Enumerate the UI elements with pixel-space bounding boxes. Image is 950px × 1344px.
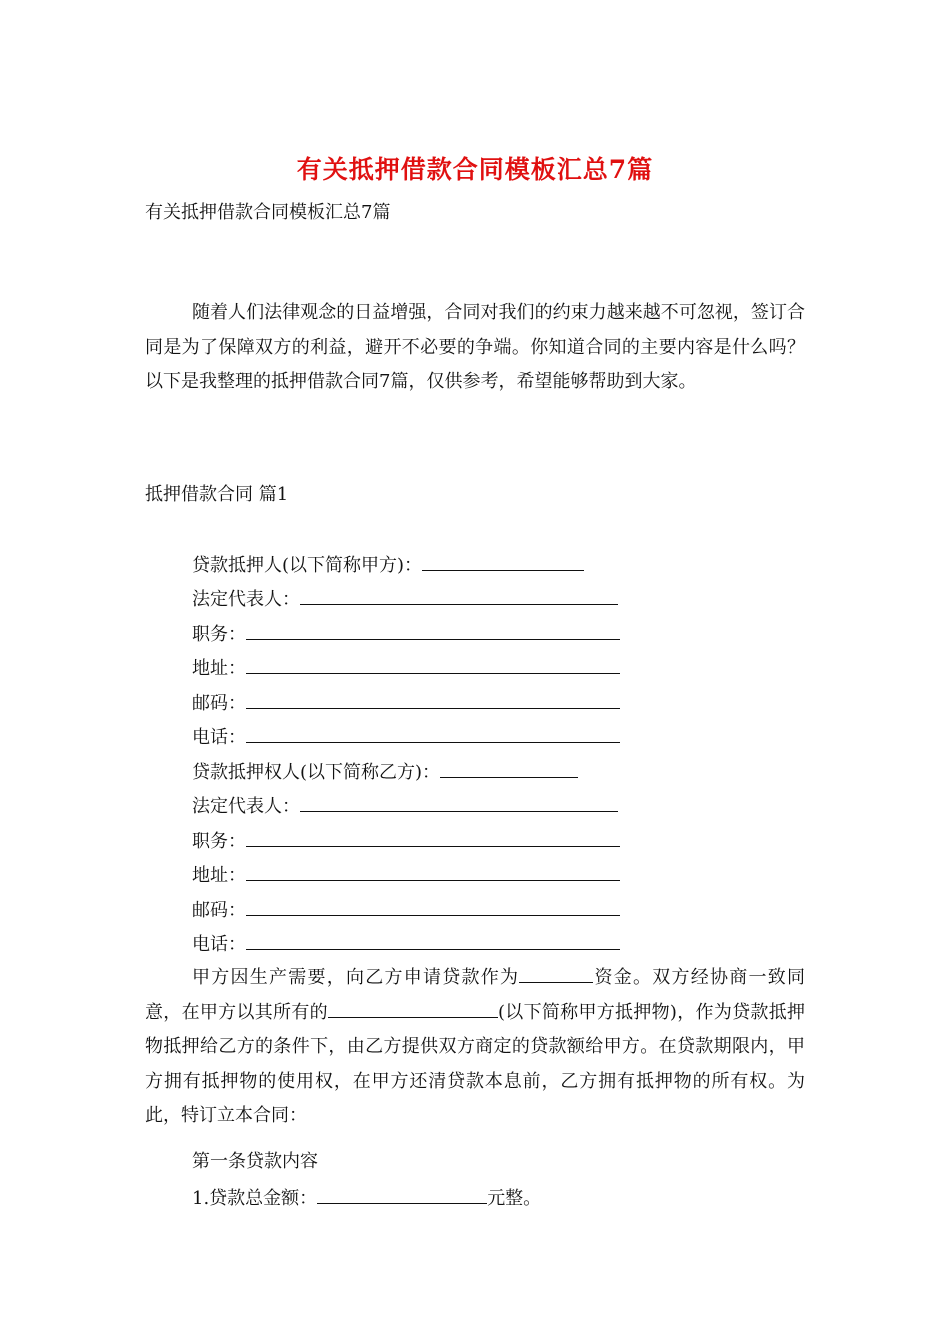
party-a-label: 贷款抵押人(以下简称甲方)： xyxy=(192,555,423,576)
party-b-blank xyxy=(440,759,578,778)
party-a-phone-blank xyxy=(246,724,620,743)
party-a-postcode-blank xyxy=(246,690,620,709)
document-subtitle: 有关抵押借款合同模板汇总7篇 xyxy=(145,202,391,223)
party-b-position-blank xyxy=(246,828,620,847)
collateral-blank xyxy=(328,999,498,1018)
intro-paragraph xyxy=(145,296,805,400)
party-a-postcode-label: 邮码： xyxy=(192,693,246,714)
party-a-position-row xyxy=(192,621,620,647)
party-a-rep-row xyxy=(192,586,618,612)
article-1-heading: 第一条贷款内容 xyxy=(192,1151,318,1172)
party-b-rep-blank xyxy=(300,793,618,812)
loan-amount-blank xyxy=(317,1185,487,1204)
party-b-position-label: 职务： xyxy=(192,831,246,852)
party-a-rep-blank xyxy=(300,586,618,605)
party-b-phone-label: 电话： xyxy=(192,934,246,955)
party-a-position-blank xyxy=(246,621,620,640)
party-b-rep-label: 法定代表人： xyxy=(192,796,300,817)
party-b-row xyxy=(192,759,578,785)
party-a-address-label: 地址： xyxy=(192,658,246,679)
purpose-blank xyxy=(519,964,593,983)
contract-body-text xyxy=(145,961,805,1134)
party-b-address-label: 地址： xyxy=(192,865,246,886)
document-title: 有关抵押借款合同模板汇总7篇 xyxy=(296,155,654,184)
body-text-part-3: (以下简称甲方抵押物)，作为贷款抵押物抵押给乙方的条件下，由乙方提供双方商定的贷款额给甲方。在贷款期限内，甲方拥有抵押物的使用权，在甲方还清贷款本息前，乙方拥有抵押物的所有权。为此，特订立本合同： xyxy=(145,1001,806,1126)
party-b-rep-row xyxy=(192,793,618,819)
party-a-address-row xyxy=(192,655,620,681)
loan-amount-label: 1.贷款总金额： xyxy=(192,1188,318,1209)
contract-body-paragraph xyxy=(145,961,805,1134)
party-b-postcode-blank xyxy=(246,897,620,916)
party-a-phone-label: 电话： xyxy=(192,727,246,748)
party-b-postcode-label: 邮码： xyxy=(192,900,246,921)
party-a-phone-row xyxy=(192,724,620,750)
party-b-phone-row xyxy=(192,931,620,957)
party-a-row xyxy=(192,552,584,578)
party-a-blank xyxy=(422,552,584,571)
party-b-postcode-row xyxy=(192,897,620,923)
party-a-postcode-row xyxy=(192,690,620,716)
body-text-part-1: 甲方因生产需要，向乙方申请贷款作为 xyxy=(192,967,520,988)
loan-amount-unit: 元整。 xyxy=(487,1188,542,1209)
party-a-rep-label: 法定代表人： xyxy=(192,589,300,610)
party-a-position-label: 职务： xyxy=(192,624,246,645)
party-b-phone-blank xyxy=(246,931,620,950)
body-text-part-2: 资金。双方经协商一致同意，在甲方以其所有的 xyxy=(145,967,805,1023)
party-b-address-row xyxy=(192,862,620,888)
party-b-position-row xyxy=(192,828,620,854)
party-a-address-blank xyxy=(246,655,620,674)
section-heading: 抵押借款合同 篇1 xyxy=(145,484,289,505)
intro-text: 随着人们法律观念的日益增强，合同对我们的约束力越来越不可忽视，签订合同是为了保障双方的利益，避开不必要的争端。你知道合同的主要内容是什么吗？以下是我整理的抵押借款合同7篇，仅供参考，希望能够帮助到大家。 xyxy=(145,302,805,392)
party-b-label: 贷款抵押权人(以下简称乙方)： xyxy=(192,762,441,783)
party-b-address-blank xyxy=(246,862,620,881)
loan-amount-row xyxy=(192,1185,541,1211)
